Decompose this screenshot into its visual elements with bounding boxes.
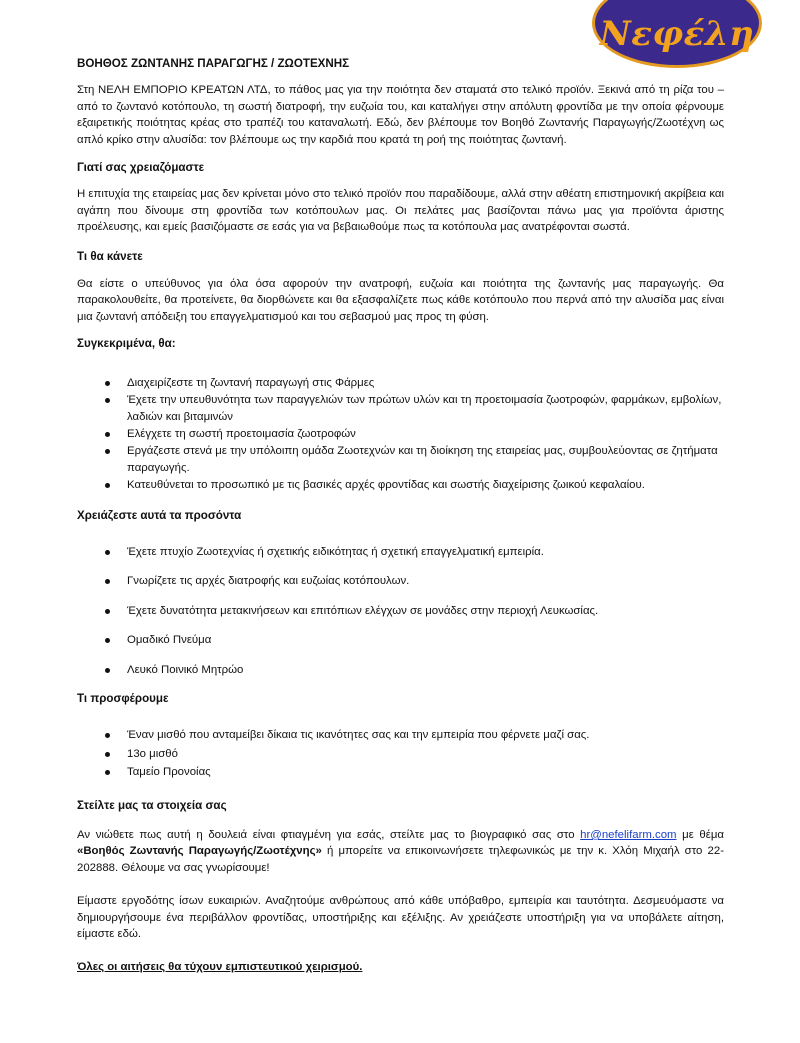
confidentiality-note: Όλες οι αιτήσεις θα τύχουν εμπιστευτικού χειρισμού.	[77, 961, 363, 974]
email-link[interactable]: hr@nefelifarm.com	[580, 829, 677, 841]
apply-subject: «Βοηθός Ζωντανής Παραγωγής/Ζωοτέχνης»	[77, 845, 322, 858]
job-posting	[77, 56, 724, 976]
list-item: Έχετε δυνατότητα μετακινήσεων και επιτόπιων ελέγχων σε μονάδες στην περιοχή Λευκωσίας.	[77, 603, 724, 619]
why-paragraph: Η επιτυχία της εταιρείας μας δεν κρίνεται μόνο στο τελικό προϊόν που παραδίδουμε, αλλά στην αθέατη επιστημονική ακρίβεια και αγάπη που δίνουμε στη φροντίδα των κοτόπουλων μας. Οι πελάτες μας βασίζονται πάνω μας για προϊόντα άριστης προέλευσης, και εμείς βασιζόμαστε σε εσάς για να βεβαιωθούμε πως τα κοτόπουλα μας ανατρέφονται σωστά.	[77, 188, 724, 234]
list-item: Λευκό Ποινικό Μητρώο	[77, 662, 724, 678]
why-heading: Γιατί σας χρειαζόμαστε	[77, 161, 205, 175]
apply-heading: Στείλτε μας τα στοιχεία σας	[77, 798, 227, 812]
duties-heading: Συγκεκριμένα, θα:	[77, 337, 176, 351]
role-heading: Τι θα κάνετε	[77, 249, 143, 263]
list-item: Έχετε την υπευθυνότητα των παραγγελιών των πρώτων υλών και τη προετοιμασία ζωοτροφών, φαρμάκων, εμβολίων, λαδιών και βιταμινών	[77, 392, 724, 425]
quals-list	[77, 544, 724, 678]
list-item: Ταμείο Προνοίας	[77, 764, 724, 780]
apply-text-mid: με θέμα	[676, 829, 724, 841]
list-item: Έναν μισθό που ανταμείβει δίκαια τις ικανότητες σας και την εμπειρία που φέρνετε μαζί σας.	[77, 727, 724, 743]
list-item: 13ο μισθό	[77, 746, 724, 762]
intro-paragraph: Στη ΝΕΛΗ ΕΜΠΟΡΙΟ ΚΡΕΑΤΩΝ ΛΤΔ, το πάθος μας για την ποιότητα δεν σταματά στο τελικό προϊόν. Ξεκινά από τη ρίζα του – από το ζωντανό κοτόπουλο, τη σωστή διατροφή, την ευζωία του, και καταλήγει στην απόλυτη φροντίδα με την οποία φέρνουμε εξαιρετικής ποιότητας κρέας στο τραπέζι του καταναλωτή. Εδώ, δεν βλέπουμε τον Βοηθό Ζωντανής Παραγωγής/Ζωοτέχνη ως απλό κρίκο στην αλυσίδα: τον βλέπουμε ως την καρδιά που κρατά τη ροή της ποιότητας ζωντανή.	[77, 84, 724, 146]
list-item: Γνωρίζετε τις αρχές διατροφής και ευζωίας κοτόπουλων.	[77, 573, 724, 589]
logo-text: Νεφέλη	[599, 14, 755, 54]
role-paragraph: Θα είστε ο υπεύθυνος για όλα όσα αφορούν την ανατροφή, ευζωία και ποιότητα της ζωντανής μας παραγωγής. Θα παρακολουθείτε, θα προτείνετε, θα διορθώνετε και θα εξασφαλίζετε πως κάθε κοτόπουλο που περνά από την αλυσίδα μας είναι μια ζωντανή απόδειξη του επαγγελματισμού και του σεβασμού μας προς τη φύση.	[77, 278, 724, 323]
equal-opportunity-paragraph: Είμαστε εργοδότης ίσων ευκαιριών. Αναζητούμε ανθρώπους από κάθε υπόβαθρο, εμπειρία και ταυτότητα. Δεσμευόμαστε να δημιουργήσουμε ένα περιβάλλον φροντίδας, υποστήριξης και εξέλιξης. Αν χρειάζεστε υποστήριξη για να υποβάλετε αίτηση, είμαστε εδώ.	[77, 895, 724, 941]
list-item: Ομαδικό Πνεύμα	[77, 632, 724, 648]
offer-heading: Τι προσφέρουμε	[77, 691, 169, 705]
apply-text-before: Αν νιώθετε πως αυτή η δουλειά είναι φτιαγμένη για εσάς, στείλτε μας το βιογραφικό σας στο	[77, 829, 581, 841]
job-title: ΒΟΗΘΟΣ ΖΩΝΤΑΝΗΣ ΠΑΡΑΓΩΓΗΣ / ΖΩΟΤΕΧΝΗΣ	[77, 57, 350, 70]
apply-text-after: ή μπορείτε να επικοινωνήσετε τηλεφωνικώς με την κ. Χλόη Μιχαήλ στο 22-202888. Θέλουμε να σας γνωρίσουμε!	[77, 845, 724, 874]
list-item: Ελέγχετε τη σωστή προετοιμασία ζωοτροφών	[77, 426, 724, 442]
offer-list	[77, 727, 724, 780]
duties-list	[77, 375, 724, 494]
list-item: Κατευθύνεται το προσωπικό με τις βασικές αρχές φροντίδας και σωστής διαχείρισης ζωικού κεφαλαίου.	[77, 477, 724, 493]
apply-paragraph	[77, 827, 724, 876]
quals-heading: Χρειάζεστε αυτά τα προσόντα	[77, 508, 242, 522]
list-item: Διαχειρίζεστε τη ζωντανή παραγωγή στις Φάρμες	[77, 375, 724, 391]
list-item: Εργάζεστε στενά με την υπόλοιπη ομάδα Ζωοτεχνών και τη διοίκηση της εταιρείας μας, συμβουλεύοντας σε ζητήματα παραγωγής.	[77, 443, 724, 476]
list-item: Έχετε πτυχίο Ζωοτεχνίας ή σχετικής ειδικότητας ή σχετική επαγγελματική εμπειρία.	[77, 544, 724, 560]
